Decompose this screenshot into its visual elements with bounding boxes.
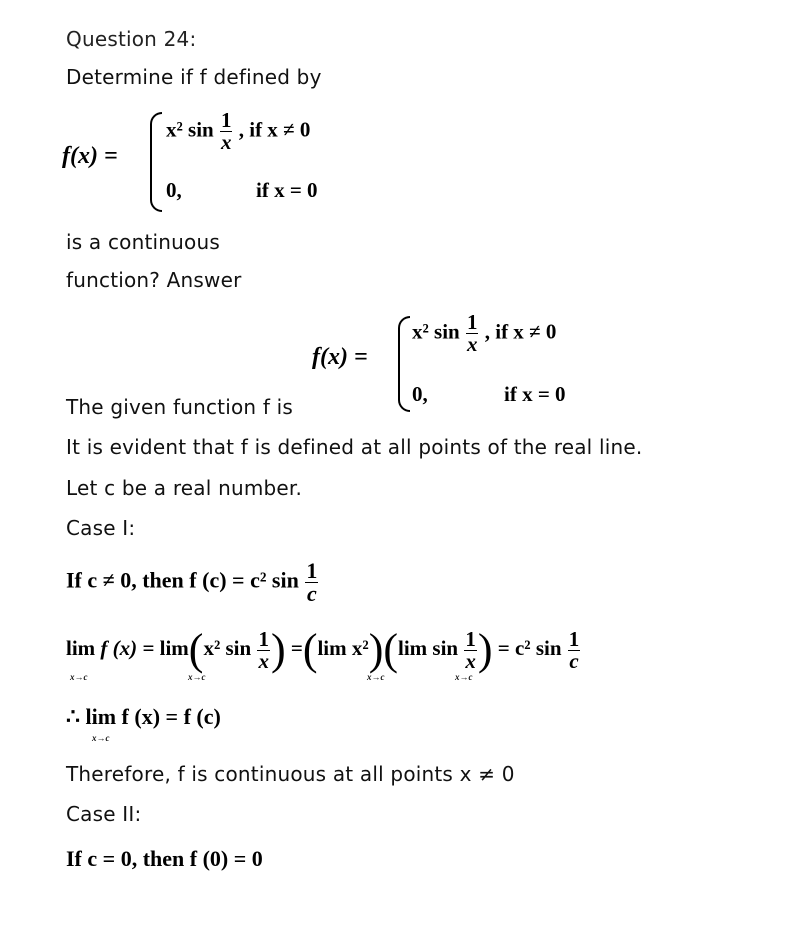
lim-subscript-3: x→c <box>367 672 385 682</box>
lim-frac2-den: x <box>465 648 476 673</box>
lim-frac2-num: 1 <box>465 626 476 651</box>
paren-open-1: ( <box>188 625 204 675</box>
case1-frac-den-2: x <box>466 332 478 356</box>
given-function-line: The given function f is <box>66 395 294 419</box>
line-function-answer: function? Answer <box>66 268 242 292</box>
lim-2: lim <box>159 636 189 660</box>
case1-condition: , if x ≠ 0 <box>238 117 311 142</box>
definition2-case2-cond: if x = 0 <box>504 382 566 406</box>
definition-lhs: f(x) = <box>62 143 118 169</box>
paren-open-2: ( <box>302 625 318 675</box>
paren-close-3: ) <box>477 625 493 675</box>
case2-title: Case II: <box>66 802 142 826</box>
case1-frac-den: x <box>220 130 232 154</box>
limit-line <box>66 618 581 678</box>
paren-close-2: ) <box>368 625 384 675</box>
case1-expr: x² sin <box>166 117 214 142</box>
lim-x2sin: x² sin <box>203 636 252 660</box>
case2-condition-line: If c = 0, then f (0) = 0 <box>66 846 263 871</box>
case1-frac-num: 1 <box>220 108 232 132</box>
definition2-brace <box>398 316 410 412</box>
lim-frac3-num: 1 <box>568 626 580 651</box>
piecewise-definition-1 <box>62 108 362 218</box>
lim-fraction-1 <box>257 626 270 673</box>
case1-condition-line <box>66 560 319 605</box>
case1-frac-num-2: 1 <box>466 310 478 334</box>
definition-case1 <box>166 110 310 153</box>
line-continuous: is a continuous <box>66 230 220 254</box>
definition-case2-expr: 0, <box>166 178 182 202</box>
question-title: Question 24: <box>66 27 197 51</box>
case1-cond-frac-den: c <box>306 581 317 606</box>
intro-line: Determine if f defined by <box>66 65 322 89</box>
case1-title: Case I: <box>66 516 136 540</box>
case1-fraction-2 <box>466 312 479 355</box>
lim-limx2: lim x² <box>317 636 369 660</box>
lim-1: lim <box>66 636 96 660</box>
let-c-line: Let c be a real number. <box>66 476 303 500</box>
evident-line: It is evident that f is defined at all points of the real line. <box>66 435 643 459</box>
case1-condition-2: , if x ≠ 0 <box>484 319 557 344</box>
definition-case2-cond: if x = 0 <box>256 178 318 202</box>
definition2-case2-expr: 0, <box>412 382 428 406</box>
lim-f-of-x: f (x) = <box>100 636 155 660</box>
case1-condition-text: If c ≠ 0, then f (c) = c² sin <box>66 567 299 593</box>
definition-brace <box>150 112 162 212</box>
lim-frac1-den: x <box>258 648 269 673</box>
definition2-lhs: f(x) = <box>312 344 368 370</box>
case1-fraction <box>220 110 233 153</box>
lim-subscript-1: x→c <box>70 672 88 682</box>
lim-subscript-2: x→c <box>188 672 206 682</box>
case1-condition-fraction <box>305 560 318 605</box>
paren-close-1: ) <box>270 625 286 675</box>
piecewise-definition-2 <box>312 312 612 422</box>
lim-subscript-4: x→c <box>455 672 473 682</box>
lim-fraction-3 <box>568 626 581 673</box>
lim-fraction-2 <box>464 626 477 673</box>
therefore-continuous-line: Therefore, f is continuous at all points x ≠ 0 <box>66 762 515 786</box>
paren-open-3: ( <box>383 625 398 675</box>
lim-limsin: lim sin <box>398 636 459 660</box>
therefore-lim-subscript: x→c <box>92 733 110 743</box>
therefore-limit-line: ∴ lim f (x) = f (c) <box>66 704 221 729</box>
case1-expr-2: x² sin <box>412 319 460 344</box>
definition2-case1 <box>412 312 556 355</box>
lim-equals2: = c² sin <box>497 636 562 660</box>
lim-frac3-den: c <box>569 648 579 673</box>
lim-equals: = <box>290 636 303 660</box>
lim-frac1-num: 1 <box>258 626 269 651</box>
case1-cond-frac-num: 1 <box>306 558 318 583</box>
